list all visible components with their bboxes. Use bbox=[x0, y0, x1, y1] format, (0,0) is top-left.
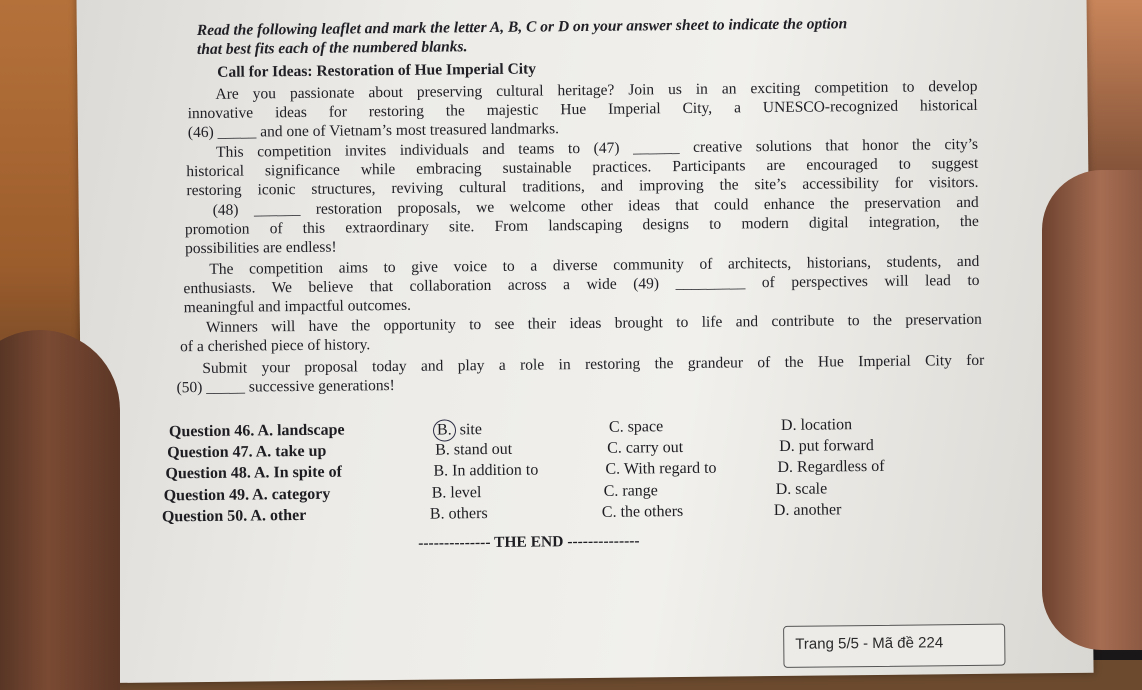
option-b[interactable] bbox=[437, 419, 482, 441]
option-b[interactable]: B. level bbox=[431, 484, 482, 502]
exam-paper bbox=[76, 0, 1093, 683]
end-dashes-left: -------------- bbox=[418, 534, 491, 552]
option-b[interactable]: B. stand out bbox=[435, 440, 513, 459]
leaflet-line: This competition invites individuals and teams to (47) ______ creative solutions that honor the city’s bbox=[215, 135, 979, 161]
question-label: Question 46. A. landscape bbox=[168, 421, 345, 441]
option-c[interactable]: C. carry out bbox=[607, 438, 684, 457]
option-c[interactable]: C. With regard to bbox=[605, 459, 717, 478]
leaflet-line: possibilities are endless! bbox=[185, 238, 337, 258]
finger-right bbox=[1042, 170, 1142, 650]
finger-left bbox=[0, 330, 120, 690]
instructions-line-1: Read the following leaflet and mark the letter A, B, C or D on your answer sheet to indicate the option bbox=[196, 15, 848, 40]
question-label: Question 48. A. In spite of bbox=[165, 463, 343, 483]
leaflet-line: The competition aims to give voice to a diverse community of architects, historians, students, and bbox=[209, 252, 980, 278]
option-d[interactable]: D. put forward bbox=[779, 436, 874, 455]
leaflet-line: (46) _____ and one of Vietnam’s most treasured landmarks. bbox=[187, 120, 560, 142]
leaflet-line: historical significance while embracing sustainable practices. Participants are encouraged to suggest bbox=[186, 154, 979, 181]
leaflet-line: Are you passionate about preserving cultural heritage? Join us in an exciting competition to develop bbox=[215, 77, 978, 103]
leaflet-line: Submit your proposal today and play a role in restoring the grandeur of the Hue Imperial City for bbox=[202, 351, 985, 378]
option-d[interactable]: D. location bbox=[780, 416, 853, 434]
end-dashes-right: -------------- bbox=[567, 532, 640, 551]
question-label: Question 49. A. category bbox=[163, 485, 331, 505]
leaflet-title: Call for Ideas: Restoration of Hue Imperial City bbox=[217, 60, 537, 81]
leaflet-line: of a cherished piece of history. bbox=[180, 336, 371, 356]
end-text: THE END bbox=[493, 533, 564, 551]
option-d[interactable]: D. Regardless of bbox=[777, 457, 885, 476]
option-c[interactable]: C. the others bbox=[601, 502, 684, 521]
option-c[interactable]: C. space bbox=[608, 418, 664, 436]
instructions-line-2: that best fits each of the numbered blanks. bbox=[196, 38, 468, 59]
page-footer: Trang 5/5 - Mã đề 224 bbox=[795, 634, 944, 653]
leaflet-line: (48) ______ restoration proposals, we welcome other ideas that could enhance the preservation and bbox=[212, 193, 979, 219]
leaflet-line: meaningful and impactful outcomes. bbox=[183, 296, 412, 317]
leaflet-line: Winners will have the opportunity to see their ideas brought to life and contribute to the preservation bbox=[205, 310, 982, 336]
leaflet-line: innovative ideas for restoring the majestic Hue Imperial City, a UNESCO-recognized historical bbox=[187, 96, 978, 123]
end-marker bbox=[418, 532, 640, 552]
leaflet-line: promotion of this extraordinary site. From landscaping designs to modern digital integration, the bbox=[184, 212, 979, 239]
option-b-text: site bbox=[459, 421, 482, 439]
question-label: Question 50. A. other bbox=[161, 506, 307, 526]
leaflet-line: restoring iconic structures, reviving cultural traditions, and improving the site’s accessibility for visitors. bbox=[186, 173, 979, 200]
question-label: Question 47. A. take up bbox=[167, 442, 327, 462]
option-b[interactable]: B. In addition to bbox=[433, 461, 539, 480]
option-d[interactable]: D. scale bbox=[775, 480, 828, 499]
leaflet-line: enthusiasts. We believe that collaboration across a wide (49) _________ of perspectives will lead to bbox=[183, 271, 980, 298]
circled-answer-b: B. bbox=[433, 419, 456, 441]
option-d[interactable]: D. another bbox=[773, 501, 842, 520]
leaflet-line: (50) _____ successive generations! bbox=[176, 376, 395, 397]
option-c[interactable]: C. range bbox=[603, 482, 658, 500]
option-b[interactable]: B. others bbox=[429, 505, 488, 523]
